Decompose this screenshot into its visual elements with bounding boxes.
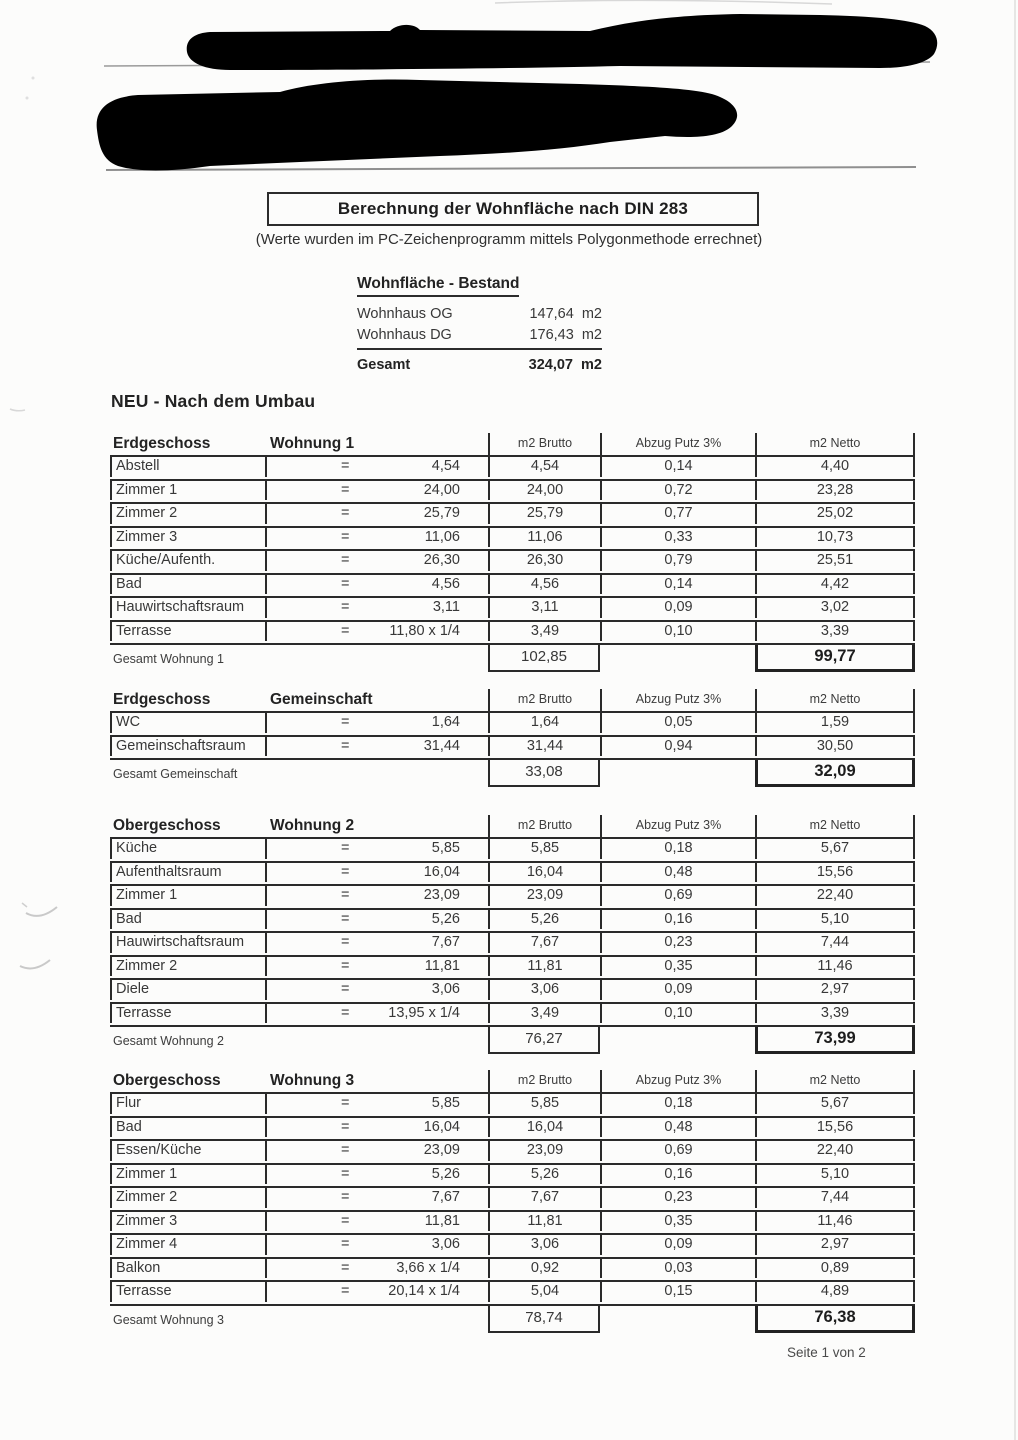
abzug-value: 0,09 (600, 980, 755, 1000)
margin-mark-tick (22, 903, 27, 907)
table-total-brutto: 76,27 (488, 1027, 600, 1054)
col-header-abzug: Abzug Putz 3% (600, 815, 755, 837)
equals-sign: = (341, 981, 350, 997)
brutto-value: 16,04 (488, 1118, 600, 1138)
abzug-value: 0,03 (600, 1259, 755, 1279)
brutto-value: 23,09 (488, 1141, 600, 1161)
brutto-value: 16,04 (488, 863, 600, 883)
netto-value: 4,42 (755, 575, 915, 595)
formula-cell (267, 622, 488, 642)
room-label: Essen/Küche (110, 1141, 267, 1161)
equals-sign: = (341, 505, 350, 521)
formula-value: 3,06 (431, 981, 460, 997)
formula-value: 3,06 (431, 1236, 460, 1252)
room-label: Diele (110, 980, 267, 1000)
title-box (267, 192, 759, 226)
formula-cell (267, 713, 488, 733)
col-header-brutto: m2 Brutto (488, 1070, 600, 1092)
abzug-value: 0,09 (600, 598, 755, 618)
subtitle: (Werte wurden im PC-Zeichenprogramm mittels Polygonmethode errechnet) (255, 231, 763, 248)
table-floor-label: Obergeschoss (113, 817, 221, 834)
table-row (110, 1163, 915, 1187)
table-row (110, 1186, 915, 1210)
table-row (110, 596, 915, 620)
netto-value: 5,10 (755, 1165, 915, 1185)
formula-value: 5,85 (431, 1095, 460, 1111)
equals-sign: = (341, 458, 350, 474)
formula-value: 13,95 x 1/4 (388, 1004, 460, 1021)
table-row (110, 735, 915, 759)
abzug-value: 0,94 (600, 737, 755, 757)
formula-cell (267, 957, 488, 977)
formula-value: 7,67 (431, 1189, 460, 1205)
room-label: Terrasse (110, 1282, 267, 1302)
equals-sign: = (341, 1212, 350, 1229)
table-unit-label: Wohnung 1 (270, 435, 355, 452)
room-label: Bad (110, 575, 267, 595)
room-label: Zimmer 1 (110, 1165, 267, 1185)
col-header-netto: m2 Netto (755, 815, 915, 837)
formula-value: 11,80 x 1/4 (389, 622, 460, 639)
brutto-value: 1,64 (488, 713, 600, 733)
netto-value: 7,44 (755, 933, 915, 953)
equals-sign: = (341, 840, 350, 856)
equals-sign: = (341, 863, 350, 880)
netto-value: 23,28 (755, 481, 915, 501)
equals-sign: = (341, 957, 350, 974)
abzug-value: 0,16 (600, 1165, 755, 1185)
netto-value: 0,89 (755, 1259, 915, 1279)
table-row (110, 1002, 915, 1026)
table-row (110, 1092, 915, 1116)
formula-cell (267, 551, 488, 571)
netto-value: 2,97 (755, 980, 915, 1000)
brutto-value: 3,06 (488, 1235, 600, 1255)
table-footer (110, 1027, 915, 1054)
scan-dot-2 (26, 97, 29, 100)
equals-sign: = (341, 1118, 350, 1135)
abzug-value: 0,10 (600, 1004, 755, 1024)
equals-sign: = (341, 887, 350, 903)
table-row (110, 479, 915, 503)
area-table-wohnung-2 (110, 815, 915, 1054)
table-row (110, 455, 915, 479)
table-body (110, 837, 915, 1027)
equals-sign: = (341, 714, 350, 730)
col-header-netto: m2 Netto (755, 689, 915, 711)
table-row (110, 573, 915, 597)
margin-mark-2 (20, 960, 50, 968)
table-footer (110, 760, 915, 787)
formula-value: 25,79 (423, 505, 460, 521)
abzug-value: 0,69 (600, 1141, 755, 1161)
formula-cell (267, 1282, 488, 1302)
formula-value: 16,04 (423, 863, 460, 880)
abzug-value: 0,05 (600, 713, 755, 733)
formula-value: 11,81 (424, 1212, 460, 1229)
formula-cell (267, 481, 488, 501)
table-row (110, 884, 915, 908)
table-total-netto: 32,09 (755, 760, 915, 787)
formula-value: 23,09 (423, 887, 460, 903)
section-heading: NEU - Nach dem Umbau (111, 391, 316, 411)
room-label: Bad (110, 1118, 267, 1138)
brutto-value: 23,09 (488, 886, 600, 906)
netto-value: 30,50 (755, 737, 915, 757)
abzug-value: 0,69 (600, 886, 755, 906)
formula-value: 4,56 (431, 575, 460, 592)
brutto-value: 5,04 (488, 1282, 600, 1302)
brutto-value: 3,06 (488, 980, 600, 1000)
brutto-value: 3,49 (488, 622, 600, 642)
formula-value: 5,85 (431, 840, 460, 856)
abzug-value: 0,72 (600, 481, 755, 501)
table-row (110, 502, 915, 526)
formula-value: 26,30 (423, 552, 460, 568)
formula-cell (267, 1141, 488, 1161)
netto-value: 2,97 (755, 1235, 915, 1255)
table-row (110, 1139, 915, 1163)
room-label: Zimmer 4 (110, 1235, 267, 1255)
table-header (110, 433, 915, 455)
brutto-value: 5,26 (488, 1165, 600, 1185)
equals-sign: = (341, 1259, 350, 1276)
equals-sign: = (341, 1142, 350, 1158)
brutto-value: 26,30 (488, 551, 600, 571)
abzug-value: 0,14 (600, 457, 755, 477)
table-unit-label: Wohnung 2 (270, 817, 355, 834)
formula-value: 1,64 (431, 714, 460, 730)
table-body (110, 711, 915, 760)
table-row (110, 1116, 915, 1140)
formula-value: 16,04 (423, 1118, 460, 1135)
table-body (110, 1092, 915, 1306)
brutto-value: 7,67 (488, 1188, 600, 1208)
equals-sign: = (341, 481, 350, 498)
netto-value: 7,44 (755, 1188, 915, 1208)
netto-value: 1,59 (755, 713, 915, 733)
table-row (110, 1280, 915, 1304)
page-number: Seite 1 von 2 (787, 1345, 866, 1360)
col-header-brutto: m2 Brutto (488, 689, 600, 711)
abzug-value: 0,15 (600, 1282, 755, 1302)
netto-value: 22,40 (755, 1141, 915, 1161)
abzug-value: 0,23 (600, 933, 755, 953)
formula-cell (267, 1094, 488, 1114)
abzug-value: 0,79 (600, 551, 755, 571)
table-row (110, 837, 915, 861)
room-label: Zimmer 2 (110, 1188, 267, 1208)
table-row (110, 711, 915, 735)
room-label: Zimmer 2 (110, 957, 267, 977)
scan-edge-streak (495, 0, 832, 4)
margin-mark-3 (10, 409, 25, 411)
room-label: Zimmer 1 (110, 886, 267, 906)
table-row (110, 549, 915, 573)
table-unit-label: Gemeinschaft (270, 691, 373, 708)
equals-sign: = (341, 934, 350, 950)
bestand-value: 147,64 m2 (529, 306, 602, 322)
equals-sign: = (341, 599, 350, 615)
formula-cell (267, 886, 488, 906)
equals-sign: = (341, 1165, 350, 1182)
area-table-wohnung-3 (110, 1070, 915, 1333)
bestand-row (357, 327, 602, 343)
abzug-value: 0,14 (600, 575, 755, 595)
equals-sign: = (341, 1283, 350, 1299)
formula-cell (267, 1004, 488, 1024)
bestand-block (357, 275, 602, 373)
col-header-abzug: Abzug Putz 3% (600, 689, 755, 711)
room-label: Gemeinschaftsraum (110, 737, 267, 757)
formula-cell (267, 528, 488, 548)
formula-cell (267, 1118, 488, 1138)
col-header-netto: m2 Netto (755, 433, 915, 455)
room-label: Terrasse (110, 622, 267, 642)
formula-value: 11,81 (424, 957, 460, 974)
brutto-value: 5,26 (488, 910, 600, 930)
brutto-value: 25,79 (488, 504, 600, 524)
netto-value: 22,40 (755, 886, 915, 906)
scan-line-1 (104, 62, 930, 66)
abzug-value: 0,18 (600, 839, 755, 859)
equals-sign: = (341, 1004, 350, 1021)
table-total-label: Gesamt Wohnung 3 (113, 1312, 224, 1327)
table-header (110, 689, 915, 711)
table-footer (110, 1306, 915, 1333)
room-label: Balkon (110, 1259, 267, 1279)
table-floor-label: Erdgeschoss (113, 691, 211, 708)
brutto-value: 3,49 (488, 1004, 600, 1024)
netto-value: 25,02 (755, 504, 915, 524)
brutto-value: 5,85 (488, 839, 600, 859)
equals-sign: = (341, 528, 350, 545)
formula-cell (267, 1212, 488, 1232)
table-row (110, 1210, 915, 1234)
formula-cell (267, 863, 488, 883)
equals-sign: = (341, 552, 350, 568)
brutto-value: 11,06 (488, 528, 600, 548)
netto-value: 3,02 (755, 598, 915, 618)
formula-value: 5,26 (431, 1165, 460, 1182)
room-label: Hauwirtschaftsraum (110, 598, 267, 618)
table-total-label: Gesamt Wohnung 2 (113, 1034, 224, 1048)
brutto-value: 7,67 (488, 933, 600, 953)
redaction-mark-lower (97, 80, 738, 171)
table-row (110, 955, 915, 979)
brutto-value: 11,81 (488, 957, 600, 977)
abzug-value: 0,16 (600, 910, 755, 930)
formula-cell (267, 457, 488, 477)
netto-value: 15,56 (755, 863, 915, 883)
formula-value: 4,54 (431, 458, 460, 474)
brutto-value: 3,11 (488, 598, 600, 618)
formula-cell (267, 504, 488, 524)
netto-value: 4,40 (755, 457, 915, 477)
formula-cell (267, 1259, 488, 1279)
formula-value: 24,00 (423, 481, 460, 498)
room-label: Hauwirtschaftsraum (110, 933, 267, 953)
equals-sign: = (341, 1095, 350, 1111)
room-label: Küche/Aufenth. (110, 551, 267, 571)
table-row (110, 908, 915, 932)
table-row (110, 978, 915, 1002)
table-row (110, 526, 915, 550)
bestand-label: Wohnhaus DG (357, 327, 452, 343)
abzug-value: 0,48 (600, 1118, 755, 1138)
bestand-label: Wohnhaus OG (357, 306, 453, 322)
table-total-netto: 99,77 (755, 645, 915, 672)
col-header-abzug: Abzug Putz 3% (600, 433, 755, 455)
col-header-netto: m2 Netto (755, 1070, 915, 1092)
room-label: WC (110, 713, 267, 733)
table-footer (110, 645, 915, 672)
formula-value: 31,44 (423, 737, 460, 754)
brutto-value: 24,00 (488, 481, 600, 501)
formula-cell (267, 980, 488, 1000)
table-row (110, 1257, 915, 1281)
page-title: Berechnung der Wohnfläche nach DIN 283 (337, 199, 689, 218)
netto-value: 3,39 (755, 622, 915, 642)
area-table-wohnung-1 (110, 433, 915, 672)
bestand-rows (357, 306, 602, 343)
room-label: Abstell (110, 457, 267, 477)
table-unit-label: Wohnung 3 (270, 1072, 355, 1089)
netto-value: 3,39 (755, 1004, 915, 1024)
bestand-total-row (357, 348, 602, 373)
formula-value: 23,09 (423, 1142, 460, 1158)
equals-sign: = (341, 1236, 350, 1252)
table-total-brutto: 78,74 (488, 1306, 600, 1333)
table-row (110, 931, 915, 955)
formula-cell (267, 1188, 488, 1208)
table-total-netto: 73,99 (755, 1027, 915, 1054)
table-row (110, 620, 915, 644)
equals-sign: = (341, 1189, 350, 1205)
room-label: Flur (110, 1094, 267, 1114)
netto-value: 11,46 (755, 1212, 915, 1232)
netto-value: 5,10 (755, 910, 915, 930)
redaction-mark-upper (187, 14, 938, 70)
table-row (110, 861, 915, 885)
formula-cell (267, 910, 488, 930)
bestand-row (357, 306, 602, 322)
table-header (110, 815, 915, 837)
table-total-brutto: 102,85 (488, 645, 600, 672)
netto-value: 5,67 (755, 839, 915, 859)
table-header (110, 1070, 915, 1092)
formula-cell (267, 598, 488, 618)
abzug-value: 0,35 (600, 957, 755, 977)
bestand-total-value: 324,07 m2 (528, 357, 602, 373)
table-floor-label: Erdgeschoss (113, 435, 211, 452)
netto-value: 15,56 (755, 1118, 915, 1138)
bestand-value: 176,43 m2 (529, 327, 602, 343)
room-label: Zimmer 2 (110, 504, 267, 524)
netto-value: 11,46 (755, 957, 915, 977)
formula-value: 11,06 (424, 528, 460, 545)
col-header-brutto: m2 Brutto (488, 433, 600, 455)
abzug-value: 0,10 (600, 622, 755, 642)
formula-value: 5,26 (431, 910, 460, 927)
col-header-brutto: m2 Brutto (488, 815, 600, 837)
room-label: Zimmer 3 (110, 1212, 267, 1232)
scan-line-2 (106, 167, 916, 170)
table-total-label: Gesamt Gemeinschaft (113, 767, 238, 781)
table-row (110, 1233, 915, 1257)
room-label: Aufenthaltsraum (110, 863, 267, 883)
netto-value: 4,89 (755, 1282, 915, 1302)
abzug-value: 0,18 (600, 1094, 755, 1114)
formula-cell (267, 839, 488, 859)
formula-value: 7,67 (431, 934, 460, 950)
netto-value: 25,51 (755, 551, 915, 571)
room-label: Küche (110, 839, 267, 859)
brutto-value: 5,85 (488, 1094, 600, 1114)
room-label: Bad (110, 910, 267, 930)
netto-value: 10,73 (755, 528, 915, 548)
bestand-heading: Wohnfläche - Bestand (357, 275, 519, 297)
netto-value: 5,67 (755, 1094, 915, 1114)
formula-cell (267, 737, 488, 757)
formula-cell (267, 1235, 488, 1255)
brutto-value: 4,54 (488, 457, 600, 477)
formula-cell (267, 575, 488, 595)
room-label: Terrasse (110, 1004, 267, 1024)
margin-mark-1 (26, 907, 57, 916)
table-total-brutto: 33,08 (488, 760, 600, 787)
table-floor-label: Obergeschoss (113, 1072, 221, 1089)
brutto-value: 4,56 (488, 575, 600, 595)
brutto-value: 31,44 (488, 737, 600, 757)
table-body (110, 455, 915, 645)
brutto-value: 11,81 (488, 1212, 600, 1232)
equals-sign: = (341, 575, 350, 592)
table-total-label: Gesamt Wohnung 1 (113, 652, 224, 666)
formula-value: 20,14 x 1/4 (388, 1283, 460, 1299)
formula-cell (267, 933, 488, 953)
table-total-netto: 76,38 (755, 1306, 915, 1333)
brutto-value: 0,92 (488, 1259, 600, 1279)
area-table-gemeinschaft (110, 689, 915, 787)
formula-value: 3,11 (432, 599, 460, 615)
abzug-value: 0,23 (600, 1188, 755, 1208)
equals-sign: = (341, 622, 350, 639)
equals-sign: = (341, 910, 350, 927)
room-label: Zimmer 3 (110, 528, 267, 548)
equals-sign: = (341, 737, 350, 754)
col-header-abzug: Abzug Putz 3% (600, 1070, 755, 1092)
abzug-value: 0,48 (600, 863, 755, 883)
abzug-value: 0,33 (600, 528, 755, 548)
abzug-value: 0,35 (600, 1212, 755, 1232)
abzug-value: 0,77 (600, 504, 755, 524)
formula-value: 3,66 x 1/4 (396, 1259, 460, 1276)
bestand-total-label: Gesamt (357, 357, 411, 373)
room-label: Zimmer 1 (110, 481, 267, 501)
formula-cell (267, 1165, 488, 1185)
scan-dot-1 (32, 77, 35, 80)
abzug-value: 0,09 (600, 1235, 755, 1255)
